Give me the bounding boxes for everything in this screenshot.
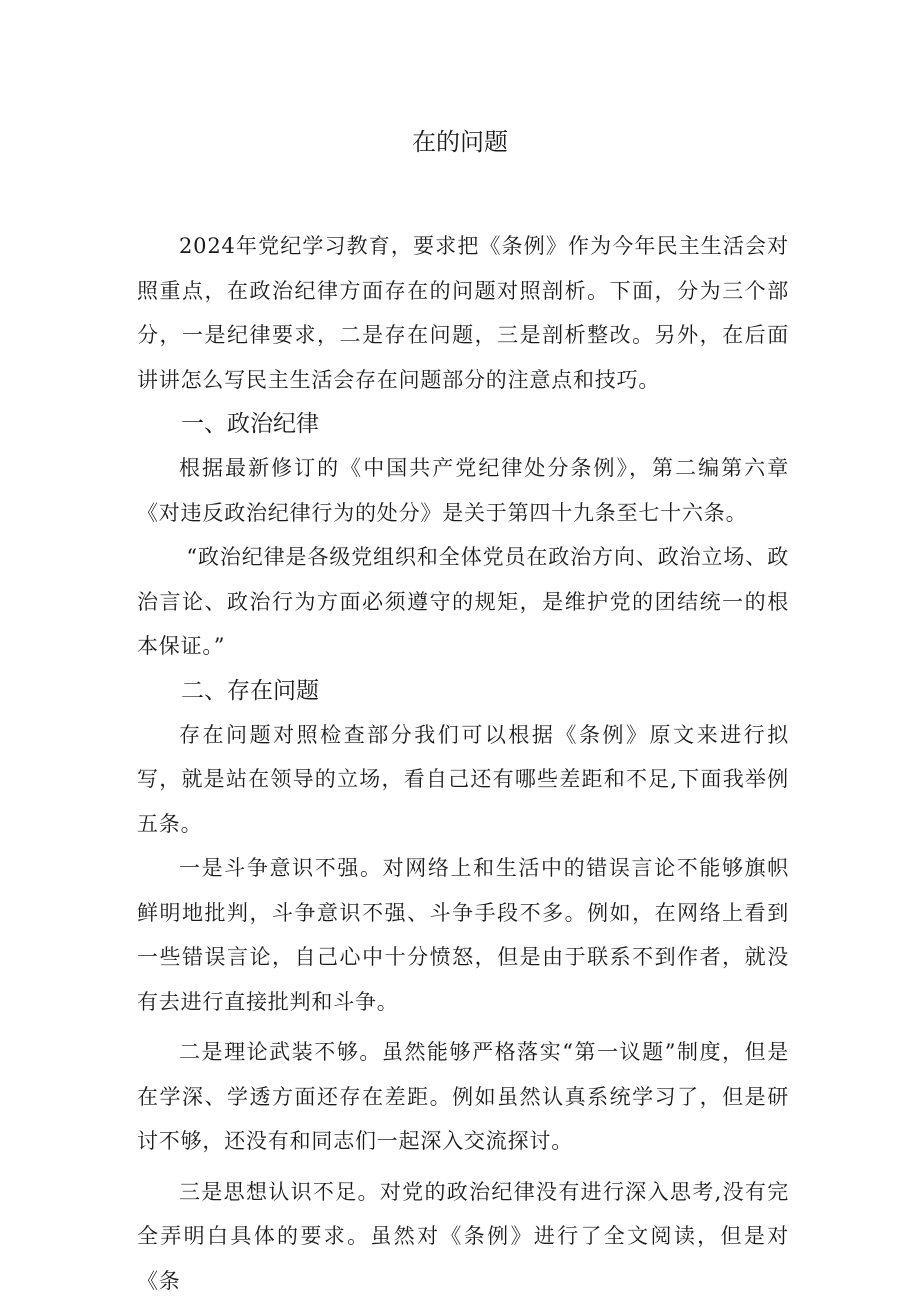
document-title: 在的问题 — [0, 124, 920, 160]
problem-item-1: 一是斗争意识不强。对网络上和生活中的错误言论不能够旗帜鲜明地批判，斗争意识不强、斗争手段不多。例如，在网络上看到一些错误言论，自己心中十分愤怒，但是由于联系不到作者，就没有去进行直接批判和斗争。 — [137, 846, 789, 1024]
problem-item-3: 三是思想认识不足。对党的政治纪律没有进行深入思考,没有完全弄明白具体的要求。虽然对《条例》进行了全文阅读，但是对《条 — [137, 1170, 789, 1303]
section-heading-existing-problems: 二、存在问题 — [137, 669, 789, 713]
regulation-paragraph: 根据最新修订的《中国共产党纪律处分条例》，第二编第六章《对违反政治纪律行为的处分》是关于第四十九条至七十六条。 — [137, 446, 789, 535]
section-heading-political-discipline: 一、政治纪律 — [137, 402, 789, 446]
problems-intro-paragraph: 存在问题对照检查部分我们可以根据《条例》原文来进行拟写，就是站在领导的立场，看自己还有哪些差距和不足,下面我举例五条。 — [137, 713, 789, 847]
intro-paragraph: 2024年党纪学习教育，要求把《条例》作为今年民主生活会对照重点，在政治纪律方面存在的问题对照剖析。下面，分为三个部分，一是纪律要求，二是存在问题，三是剖析整改。另外，在后面讲讲怎么写民主生活会存在问题部分的注意点和技巧。 — [137, 224, 789, 402]
quote-paragraph: “政治纪律是各级党组织和全体党员在政治方向、政治立场、政治言论、政治行为方面必须遵守的规矩，是维护党的团结统一的根本保证。” — [137, 535, 789, 669]
document-body — [137, 224, 789, 1303]
problem-item-2: 二是理论武装不够。虽然能够严格落实“第一议题”制度，但是在学深、学透方面还存在差距。例如虽然认真系统学习了，但是研讨不够，还没有和同志们一起深入交流探讨。 — [137, 1030, 789, 1164]
